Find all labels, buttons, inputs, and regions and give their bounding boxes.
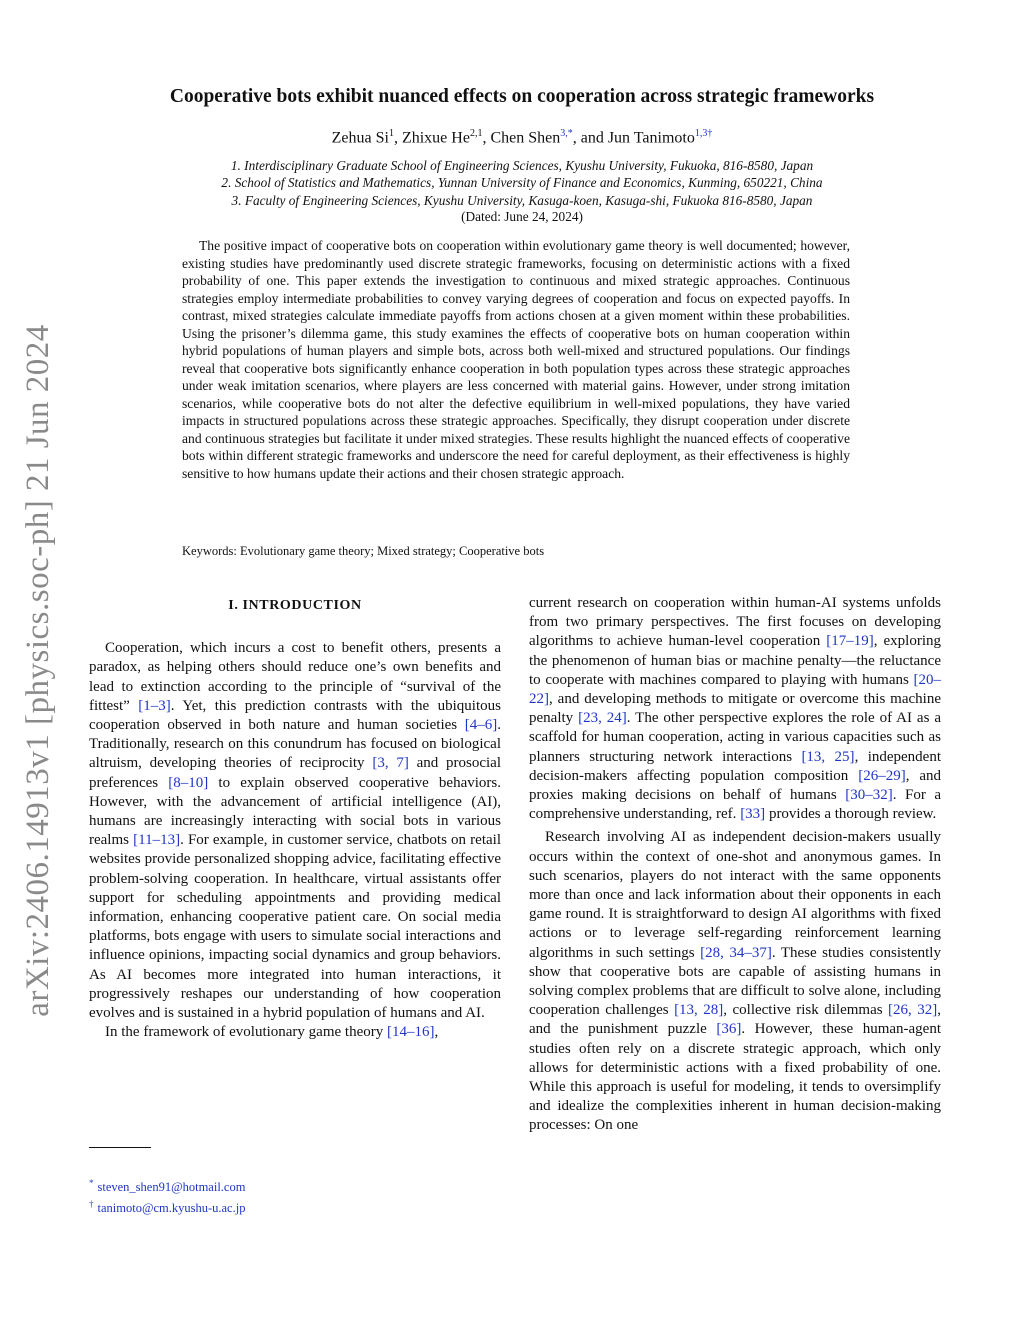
footnotes <box>89 1175 501 1217</box>
citation-link[interactable]: [33] <box>740 806 766 823</box>
citation-link[interactable]: [26, 32] <box>888 1002 938 1019</box>
affiliation-line: 1. Interdisciplinary Graduate School of Engineering Sciences, Kyushu University, Fukuoka, 816-8580, Japan <box>230 158 814 173</box>
author-affiliation-mark: 2,1 <box>469 128 483 139</box>
author-separator: , <box>393 129 402 147</box>
affiliation-line: 3. Faculty of Engineering Sciences, Kyushu University, Kasuga-koen, Kasuga-shi, Fukuoka 816-8580, Japan <box>231 192 813 208</box>
citation-link[interactable]: [11–13] <box>133 832 181 849</box>
citation-link[interactable]: [17–19] <box>826 633 874 650</box>
author-separator: , <box>482 129 491 147</box>
paper-title: Cooperative bots exhibit nuanced effects on cooperation across strategic frameworks <box>169 86 875 107</box>
affiliation-list <box>80 157 964 209</box>
citation-link[interactable]: [3, 7] <box>372 755 409 772</box>
date-line: (Dated: June 24, 2024) <box>461 209 583 224</box>
footnote-mark: * <box>89 1178 94 1188</box>
arxiv-identifier: arXiv:2406.14913v1 [physics.soc-ph] 21 Jun 2024 <box>19 323 56 1017</box>
citation-link[interactable]: [36] <box>716 1021 742 1038</box>
paragraph: In the framework of evolutionary game theory [14–16], <box>105 1024 439 1041</box>
author-name: Zhixue He <box>401 129 470 147</box>
paragraph: Cooperation, which incurs a cost to benefit others, presents a paradox, as helping others should reduce one’s own benefits and lead to extinction according to the principle of “survival of the fittest” [1–3]. Yet, this prediction contrasts with the ubiquitous cooperation observed in both nature and human societies [4–6]. Traditionally, research on this conundrum has focused on biological altruism, developing theories of reciprocity [3, 7] and prosocial preferences [8–10] to explain observed cooperative behaviors. However, with the advancement of artificial intelligence (AI), humans are increasingly interacting with social bots in various realms [11–13]. For example, in customer service, chatbots on retail websites provide personalized shopping advice, facilitating effective problem-solving cooperation. In healthcare, virtual assistants offer support for scheduling appointments and providing medical information, enhancing cooperative patient care. On social media platforms, bots engage with users to simulate social interactions and influence opinions, impacting social dynamics and group behaviors. As AI becomes more integrated into human interactions, it progressively reshapes our understanding of how cooperation evolves and is sustained in a hybrid population of humans and AI. <box>89 640 502 1022</box>
left-column <box>89 594 501 1042</box>
author-affiliation-mark[interactable]: 3,* <box>560 128 573 139</box>
footnote-email-link[interactable]: tanimoto@cm.kyushu-u.ac.jp <box>97 1201 246 1216</box>
arxiv-sidebar-stamp <box>10 310 66 1030</box>
author-name: Chen Shen <box>490 129 561 147</box>
citation-link[interactable]: [1–3] <box>138 697 171 714</box>
footnote-email-link[interactable]: steven_shen91@hotmail.com <box>97 1180 246 1195</box>
author-separator: , and <box>572 129 608 147</box>
citation-link[interactable]: [4–6] <box>464 717 498 734</box>
affiliation-line: 2. School of Statistics and Mathematics, Yunnan University of Finance and Economics, Kunming, 650221, China <box>221 175 823 191</box>
footnote <box>89 1175 501 1196</box>
citation-link[interactable]: [26–29] <box>858 767 906 784</box>
citation-link[interactable]: [20–22] <box>529 671 941 708</box>
citation-link[interactable]: [13, 28] <box>674 1002 724 1019</box>
paragraph: Research involving AI as independent decision-makers usually occurs within the context of one-shot and anonymous games. In such scenarios, players do not interact with the same opponents more than once and lack information about their opponents in each game round. It is straightforward to design AI algorithms with fixed actions or to leverage self-regarding reinforcement learning algorithms in such settings [28, 34–37]. These studies consistently show that cooperative bots are capable of assisting humans in solving complex problems that are difficult to solve alone, including cooperation challenges [13, 28], collective risk dilemmas [26, 32], and the punishment puzzle [36]. However, these human-agent studies often rely on a discrete strategic approach, which only allows for deterministic actions with a fixed probability of one. While this approach is useful for modeling, it tends to oversimplify and idealize the complexities inherent in human decision-making processes: On one <box>529 829 942 1134</box>
citation-link[interactable]: [14–16] <box>386 1024 435 1041</box>
footnote <box>89 1196 501 1217</box>
author-list <box>80 128 964 147</box>
citation-link[interactable]: [28, 34–37] <box>700 944 772 961</box>
citation-link[interactable]: [23, 24] <box>578 710 627 727</box>
author-affiliation-mark: 1 <box>388 128 394 139</box>
right-column <box>529 594 941 1136</box>
abstract: The positive impact of cooperative bots on cooperation within evolutionary game theory is well documented; however, existing studies have predominantly used discrete strategic frameworks, focusing on deterministic actions with a fixed probability of one. This paper extends the investigation to continuous and mixed strategic approaches. Continuous strategies employ intermediate probabilities to convey varying degrees of cooperation and focus on expected payoffs. In contrast, mixed strategies calculate immediate payoffs from actions chosen at a given moment within these probabilities. Using the prisoner’s dilemma game, this study examines the effects of cooperative bots on human cooperation within hybrid populations of human players and simple bots, across both well-mixed and structured populations. Our findings reveal that cooperative bots significantly enhance cooperation in both population types across these strategic approaches under weak imitation scenarios, where players are less concerned with material gains. However, under strong imitation scenarios, while cooperative bots do not alter the defective equilibrium in well-mixed populations, they have varied impacts in structured populations across these strategic approaches. Specifically, they disrupt cooperation under discrete and continuous strategies but facilitate it under mixed strategies. These results highlight the nuanced effects of cooperative bots within different strategic frameworks and underscore the need for careful deployment, as their effectiveness is highly sensitive to how humans update their actions and their chosen strategic approach. <box>182 238 850 481</box>
author-name: Jun Tanimoto <box>607 129 695 147</box>
author-affiliation-mark[interactable]: 1,3† <box>694 128 713 139</box>
footnote-mark: † <box>89 1199 94 1210</box>
citation-link[interactable]: [8–10] <box>168 774 209 791</box>
section-heading: I. INTRODUCTION <box>228 598 362 613</box>
citation-link[interactable]: [13, 25] <box>801 748 855 765</box>
footnote-rule <box>89 1147 151 1148</box>
keywords: Keywords: Evolutionary game theory; Mixed strategy; Cooperative bots <box>182 544 545 558</box>
paragraph: current research on cooperation within human-AI systems unfolds from two primary perspectives. The first focuses on developing algorithms to achieve human-level cooperation [17–19], exploring the phenomenon of human bias or machine penalty—the reluctance to cooperate with machines compared to playing with humans [20–22], and developing methods to mitigate or overcome this machine penalty [23, 24]. The other perspective explores the role of AI as a scaffold for human cooperation, acting in various capacities such as planners structuring network interactions [13, 25], independent decision-makers affecting population composition [26–29], and proxies making decisions on behalf of humans [30–32]. For a comprehensive understanding, ref. [33] provides a thorough review. <box>529 595 941 823</box>
citation-link[interactable]: [30–32] <box>845 787 893 804</box>
author-name: Zehua Si <box>331 129 389 147</box>
